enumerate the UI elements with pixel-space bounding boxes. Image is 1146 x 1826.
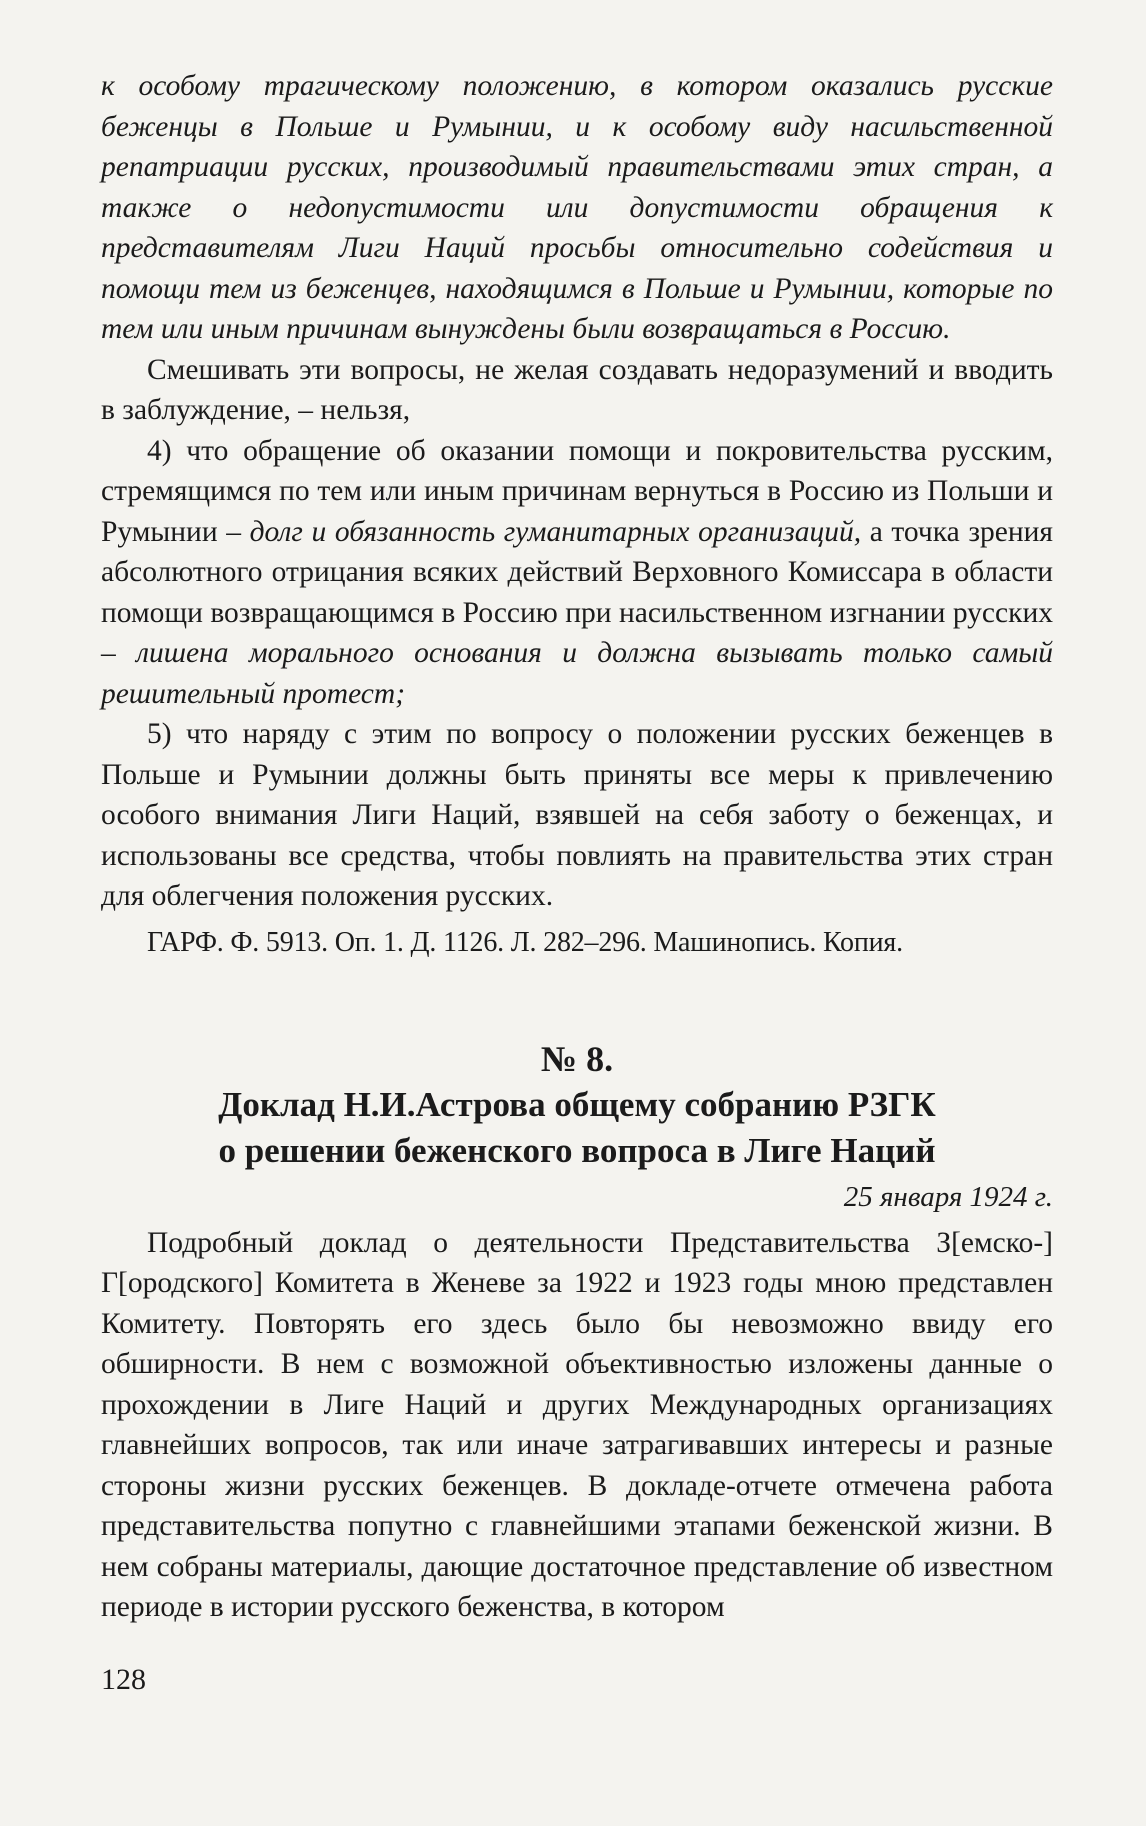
document-title-line-2: о решении беженского вопроса в Лиге Наций	[218, 1130, 936, 1170]
item-4-italic-2: лишена морального основания и должна вызывать только самый решительный протест;	[101, 637, 1054, 710]
item-4-italic-1: долг и обязанность гуманитарных организаций,	[249, 515, 862, 548]
item-4-text-1: 4) что обращение об оказании помощи и покровительства русским, стремящимся по тем или иным причинам вернуться в Россию из Польши и Румынии –	[101, 434, 1053, 548]
paragraph-mixing-questions: Смешивать эти вопросы, не желая создавать недоразумений и вводить в заблуждение, – нельзя,	[101, 353, 1053, 426]
document-number: № 8.	[540, 1038, 614, 1079]
archive-source: ГАРФ. Ф. 5913. Оп. 1. Д. 1126. Л. 282–296. Машинопись. Копия.	[147, 926, 903, 958]
item-4-paragraph	[101, 431, 1053, 715]
item-5-paragraph: 5) что наряду с этим по вопросу о положении русских беженцев в Польше и Румынии должны быть приняты все меры к привлечению особого внимания Лиги Наций, взявшей на себя заботу о беженцах, и использованы все средства, чтобы повлиять на правительства этих стран для облегчения положения русских.	[101, 718, 1053, 912]
page-number: 128	[101, 1663, 146, 1696]
item-4-text-2: а точка зрения абсолютного отрицания всяких действий Верховного Комиссара в области помощи возвращающимся в Россию при насильственном изгнании русских –	[101, 515, 1053, 669]
document-body: Подробный доклад о деятельности Представительства З[емско-] Г[ородского] Комитета в Женеве за 1922 и 1923 годы мною представлен Комитету. Повторять его здесь было бы невозможно ввиду его обширности. В нем с возможной объективностью изложены данные о прохождении в Лиге Наций и других Международных организациях главнейших вопросов, так или иначе затрагивавших интересы и разные стороны жизни русских беженцев. В докладе-отчете отмечена работа представительства попутно с главнейшими этапами беженской жизни. В нем собраны материалы, дающие достаточное представление об известном периоде в истории русского беженства, в котором	[101, 1226, 1053, 1623]
document-title-line-1: Доклад Н.И.Астрова общему собранию РЗГК	[218, 1084, 936, 1124]
page-body	[101, 66, 1053, 1628]
document-date: 25 января 1924 г.	[843, 1180, 1053, 1213]
top-paragraph: к особому трагическому положению, в котором оказались русские беженцы в Польше и Румынии, и к особому виду насильственной репатриации русских, производимый правительствами этих стран, а также о недопустимости или допустимости обращения к представителям Лиги Наций просьбы относительно содействия и помощи тем из беженцев, находящимся в Польше и Румынии, которые по тем или иным причинам вынуждены были возвращаться в Россию.	[101, 70, 1053, 345]
